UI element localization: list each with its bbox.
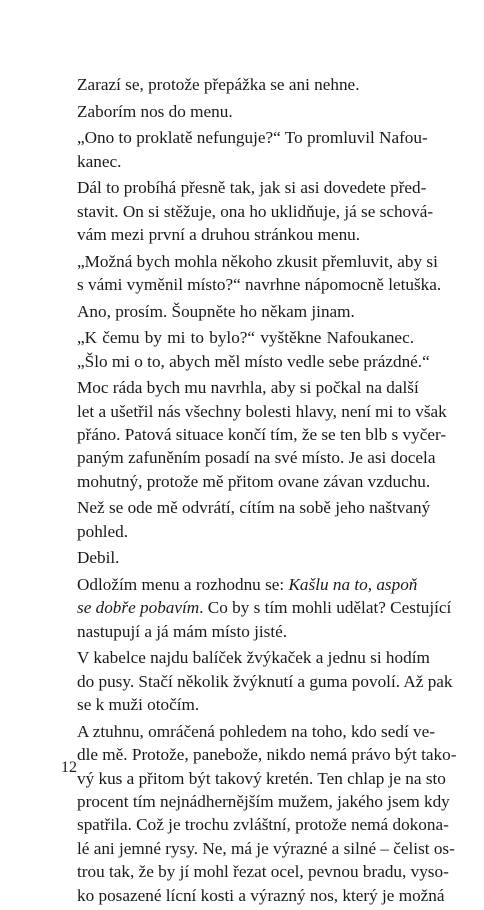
- text-line: se k muži otočím.: [77, 695, 200, 715]
- paragraph: [61, 250, 442, 297]
- paragraph: [61, 176, 434, 246]
- text-line: trou tak, že by jí mohl řezat ocel, pevnou bradu, vyso-: [77, 862, 449, 882]
- text-line: Odložím menu a rozhodnu se: Kašlu na to, aspoň: [77, 575, 418, 594]
- text-line: se dobře pobavím. Co by s tím mohli udělat? Cestující: [77, 598, 452, 618]
- text-line: přáno. Patová situace končí tím, že se ten blb s vyčer-: [77, 425, 447, 444]
- paragraph: [61, 300, 414, 323]
- text-line: A ztuhnu, omráčená pohledem na toho, kdo sedí ve-: [77, 721, 435, 741]
- text-line: V kabelce najdu balíček žvýkaček a jednu si hodím: [77, 648, 430, 668]
- text-line: stavit. On si stěžuje, ona ho uklidňuje, já se schová-: [77, 201, 434, 221]
- paragraph: [61, 326, 430, 373]
- text-line: „K čemu by mi to bylo?“ vyštěkne Nafoukanec.: [77, 328, 414, 348]
- paragraph: [61, 376, 447, 493]
- text-line: paným zafuněním posadí na své místo. Je asi docela: [77, 448, 436, 468]
- text-line: kanec.: [77, 151, 122, 171]
- paragraph: [61, 73, 414, 96]
- text-line: Moc ráda bych mu navrhla, aby si počkal na další: [77, 378, 419, 398]
- text-line: pohled.: [77, 521, 129, 541]
- text-line: „Šlo mi o to, abych měl místo vedle sebe prázdné.“: [77, 351, 430, 371]
- text-line: let a ušetřil nás všechny bolesti hlavy, není mi to však: [77, 401, 447, 421]
- paragraph: [61, 573, 452, 643]
- text-line: Ano, prosím. Šoupněte ho někam jinam.: [77, 301, 355, 321]
- paragraph: [61, 546, 414, 569]
- paragraph: [61, 496, 431, 543]
- text-line: Debil.: [77, 548, 120, 568]
- text-line: vám mezi první a druhou stránkou menu.: [77, 225, 361, 244]
- text-line: vý kus a přitom být takový kretén. Ten chlap je na sto: [77, 768, 446, 788]
- text-line: Zarazí se, protože přepážka se ani nehne.: [77, 75, 360, 94]
- text-line: mohutný, protože mě přitom ovane závan vzduchu.: [77, 471, 431, 491]
- text-line: dle mě. Protože, panebože, nikdo nemá právo být tako-: [77, 745, 457, 765]
- text-line: Dál to probíhá přesně tak, jak si asi dovedete před-: [77, 178, 427, 198]
- text-line: s vámi vyměnil místo?“ navrhne nápomocně letuška.: [77, 275, 442, 294]
- text-line: „Možná bych mohla někoho zkusit přemluvit, aby si: [77, 251, 438, 271]
- text-line: do pusy. Stačí několik žvýknutí a guma povolí. Až pak: [77, 671, 453, 691]
- paragraph: [61, 126, 428, 173]
- text-line: spatřila. Což je trochu zvláštní, protože nemá dokona-: [77, 815, 449, 835]
- paragraph: [61, 100, 414, 123]
- text-line: nastupují a já mám místo jisté.: [77, 621, 288, 641]
- text-line: Zaborím nos do menu.: [77, 101, 233, 121]
- text-line: Než se ode mě odvrátí, cítím na sobě jeho naštvaný: [77, 498, 431, 518]
- text-line: ko posazené lícní kosti a výrazný nos, který je možná: [77, 885, 445, 905]
- text-line: procent tím nejnádhernějším mužem, jakého jsem kdy: [77, 792, 450, 812]
- paragraph: [61, 720, 457, 907]
- text-line: „Ono to proklatě nefunguje?“ To promluvil Nafou-: [77, 128, 428, 148]
- text-line: lé ani jemné rysy. Ne, má je výrazné a silné – čelist os-: [77, 838, 455, 858]
- page-number: 12: [61, 759, 77, 776]
- paragraph: [61, 646, 453, 716]
- body-text: [61, 73, 457, 910]
